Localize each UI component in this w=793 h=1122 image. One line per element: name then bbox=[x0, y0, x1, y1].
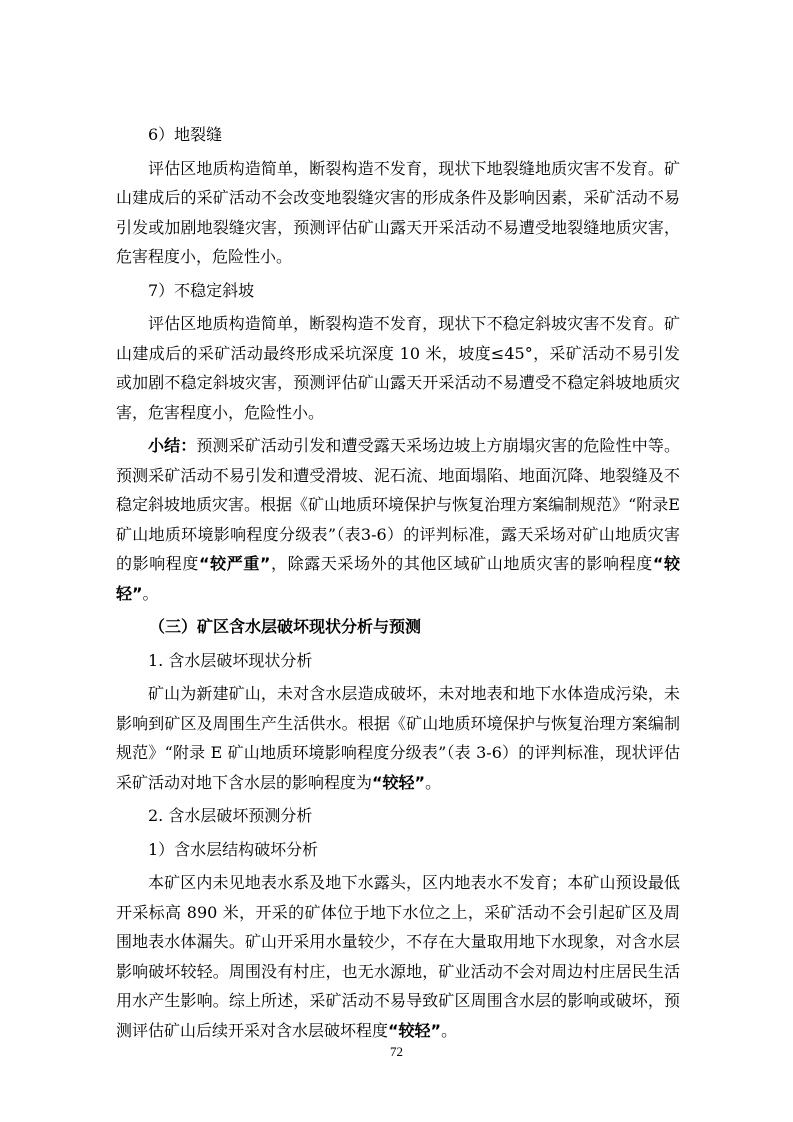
summary-text-1: 预测采矿活动引发和遭受露天采场边坡上方崩塌灾害的危险性中等。预测采矿活动不易引发和遭受滑坡、泥石流、地面塌陷、地面沉降、地裂缝及不稳定斜坡地质灾害。根据《矿山地质环境保护与恢复治理方案编制规范》“附录E 矿山地质环境影响程度分级表”（表3-6）的评判标准，露天采场对矿山地质灾害的影响程度 bbox=[116, 436, 680, 573]
heading-unstable-slope: 7）不稳定斜坡 bbox=[148, 280, 255, 300]
section-heading-aquifer: （三）矿区含水层破坏现状分析与预测 bbox=[149, 617, 422, 636]
paragraph-unstable-slope: 评估区地质构造简单，断裂构造不发育，现状下不稳定斜坡灾害不发育。矿山建成后的采矿活动最终形成采坑深度 10 米，坡度≤45°，采矿活动不易引发或加剧不稳定斜坡灾害，预测评估矿山露天开采活动不易遭受不稳定斜坡地质灾害，危害程度小，危险性小。 bbox=[116, 314, 680, 422]
paragraph-aquifer-status bbox=[116, 679, 680, 797]
summary-bold-1: “较严重” bbox=[199, 554, 271, 573]
summary-text-3: 。 bbox=[142, 583, 159, 603]
aquifer-structure-text: 本矿区内未见地表水系及地下水露头，区内地表水不发育；本矿山预设最低开采标高 890 米，开采的矿体位于地下水位之上，采矿活动不会引起矿区及周围地表水体漏失。矿山开采用水量较少，不存在大量取用地下水现象，对含水层影响破坏较轻。周围没有村庄，也无水源地，矿业活动不会对周边村庄居民生活用水产生影响。综上所述，采矿活动不易导致矿区周围含水层的影响或破坏，预测评估矿山后续开采对含水层破坏程度 bbox=[116, 873, 680, 1040]
aquifer-status-end: 。 bbox=[425, 772, 442, 792]
summary-label: 小结： bbox=[148, 436, 197, 455]
paragraph-ground-fissure: 评估区地质构造简单，断裂构造不发育，现状下地裂缝地质灾害不发育。矿山建成后的采矿活动不会改变地裂缝灾害的形成条件及影响因素，采矿活动不易引发或加剧地裂缝灾害，预测评估矿山露天开采活动不易遭受地裂缝地质灾害，危害程度小，危险性小。 bbox=[116, 158, 680, 266]
summary-text-2: ，除露天采场外的其他区域矿山地质灾害的影响程度 bbox=[270, 554, 653, 573]
heading-ground-fissure: 6）地裂缝 bbox=[148, 125, 223, 144]
page-number: 72 bbox=[390, 1044, 403, 1059]
subheading-aquifer-prediction: 2. 含水层破坏预测分析 bbox=[148, 806, 313, 825]
page-content bbox=[116, 120, 680, 1049]
summary-bold-2: “较轻” bbox=[116, 554, 680, 603]
paragraph-summary bbox=[116, 431, 680, 608]
aquifer-status-bold: “较轻” bbox=[372, 772, 426, 792]
paragraph-aquifer-structure bbox=[116, 868, 680, 1045]
aquifer-status-text: 矿山为新建矿山，未对含水层造成破坏，未对地表和地下水体造成污染，未影响到矿区及周围生产生活供水。根据《矿山地质环境保护与恢复治理方案编制规范》“附录 E 矿山地质环境影响程度分级表”（表 3-6）的评判标准，现状评估采矿活动对地下含水层的影响程度为 bbox=[116, 684, 680, 792]
subheading-aquifer-structure: 1）含水层结构破坏分析 bbox=[148, 839, 319, 859]
aquifer-structure-end: 。 bbox=[441, 1020, 458, 1040]
subheading-aquifer-status: 1. 含水层破坏现状分析 bbox=[148, 650, 313, 670]
aquifer-structure-bold: “较轻” bbox=[388, 1020, 442, 1040]
